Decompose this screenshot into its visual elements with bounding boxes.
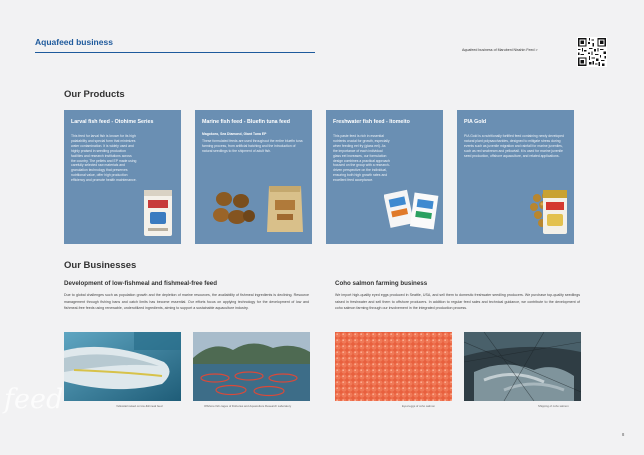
- pia-gold-bag-image: [541, 188, 569, 236]
- caption-offshore-cages: Offshore fish cages of Fisheries and Aquaculture Research Laboratory: [204, 404, 292, 408]
- caption-yellowtail: Yellowtail raised on low-fishmeal feed: [116, 404, 163, 408]
- business-text-low-fishmeal: Due to global challenges such as population growth and the depletion of marine resources, the availability of fishmeal ingredients is declining. Resource management through fishing bans and catch limits has become essential. Our efforts focus on applying technology for the development of low and fishmeal-free feeds using renewable, underutilized ingredients, aiming to support a sustainable aquaculture industry.: [64, 293, 309, 310]
- feed-bag-image: [142, 186, 174, 238]
- businesses-section-title: Our Businesses: [64, 260, 137, 271]
- business-title-low-fishmeal: Development of low-fishmeal and fishmeal-free feed: [64, 280, 218, 287]
- header-title: Aquafeed business: [35, 37, 113, 47]
- product-card-bluefin: [195, 110, 312, 244]
- header-divider: [35, 52, 315, 53]
- photo-shipping-salmon: [464, 332, 581, 401]
- photo-yellowtail: [64, 332, 181, 401]
- product-card-pia-gold: [457, 110, 574, 244]
- product-description: This paste feed is rich in essential nutrients crucial for growth, especially when feeding eel fry (glass eel). As the importance of each individual glass eel increases, our formulation design combines a practical approach focused on the group with a research-driven perspective on the individual, ensuring both high growth rates and excellent feed acceptance.: [333, 134, 390, 183]
- product-card-freshwater: [326, 110, 443, 244]
- caption-shipping-salmon: Shipping of coho salmon: [538, 404, 569, 408]
- products-section-title: Our Products: [64, 89, 125, 100]
- feed-pellets-image: [211, 188, 257, 230]
- product-title: Larval fish feed - Otohime Series: [71, 119, 154, 125]
- qr-code-icon[interactable]: [577, 37, 607, 67]
- page-number: 8: [622, 432, 625, 437]
- photo-eyed-eggs: [335, 332, 452, 401]
- product-description: PIA Gold is a nutritionally fortified feed containing newly developed natural plant polysaccharides, designed to mitigate stress during events such as juvenile migration and rainfall for marine juveniles, such as red seabream and yellowtail. It is used for marine juvenile seed production, offshore aquaculture, and related applications.: [464, 134, 564, 158]
- product-title: Marine fish feed - Bluefin tuna feed: [202, 119, 290, 125]
- photo-offshore-cages: [193, 332, 310, 401]
- product-description: These formulated feeds are used throughout the entire bluefin tuna farming process, from artificial hatching and the introduction of natural seedlings to the shipment of adult fish.: [202, 139, 303, 153]
- business-text-coho-salmon: We import high-quality eyed eggs produced in Seattle, USA, and sell them to domestic freshwater seedling producers. We purchase top-quality seedlings raised in freshwater and sell them to offshore producers. In addition to regular feed sales and technical guidance, we contribute to the development of coho salmon farming through our involvement in the integrated production process.: [335, 293, 580, 310]
- decorative-feed-script: feed: [4, 384, 64, 415]
- feed-sack-image: [265, 182, 305, 236]
- product-subtitle: Magokoro, Sea Diamond, Giant Tuna EP: [202, 132, 267, 136]
- product-title: Freshwater fish feed - Itomeito: [333, 119, 410, 125]
- aquafeed-business-link[interactable]: Aquafeed business of Marubeni Nisshin Feed >: [462, 48, 538, 52]
- product-card-larval: [64, 110, 181, 244]
- business-title-coho-salmon: Coho salmon farming business: [335, 280, 428, 287]
- paste-feed-packages-image: [384, 184, 440, 238]
- caption-eyed-eggs: Eyed eggs of coho salmon: [402, 404, 435, 408]
- product-title: PIA Gold: [464, 119, 487, 125]
- product-description: This feed for larval fish is known for its high palatability and special form that minimizes water contamination. It is widely used and highly praised in seedling production facilities and research institutions across the country. The pellets and EP made using carefully selected raw materials and granulation technology that preserves nutritional value, offer high production efficiency and promote health maintenance.: [71, 134, 137, 183]
